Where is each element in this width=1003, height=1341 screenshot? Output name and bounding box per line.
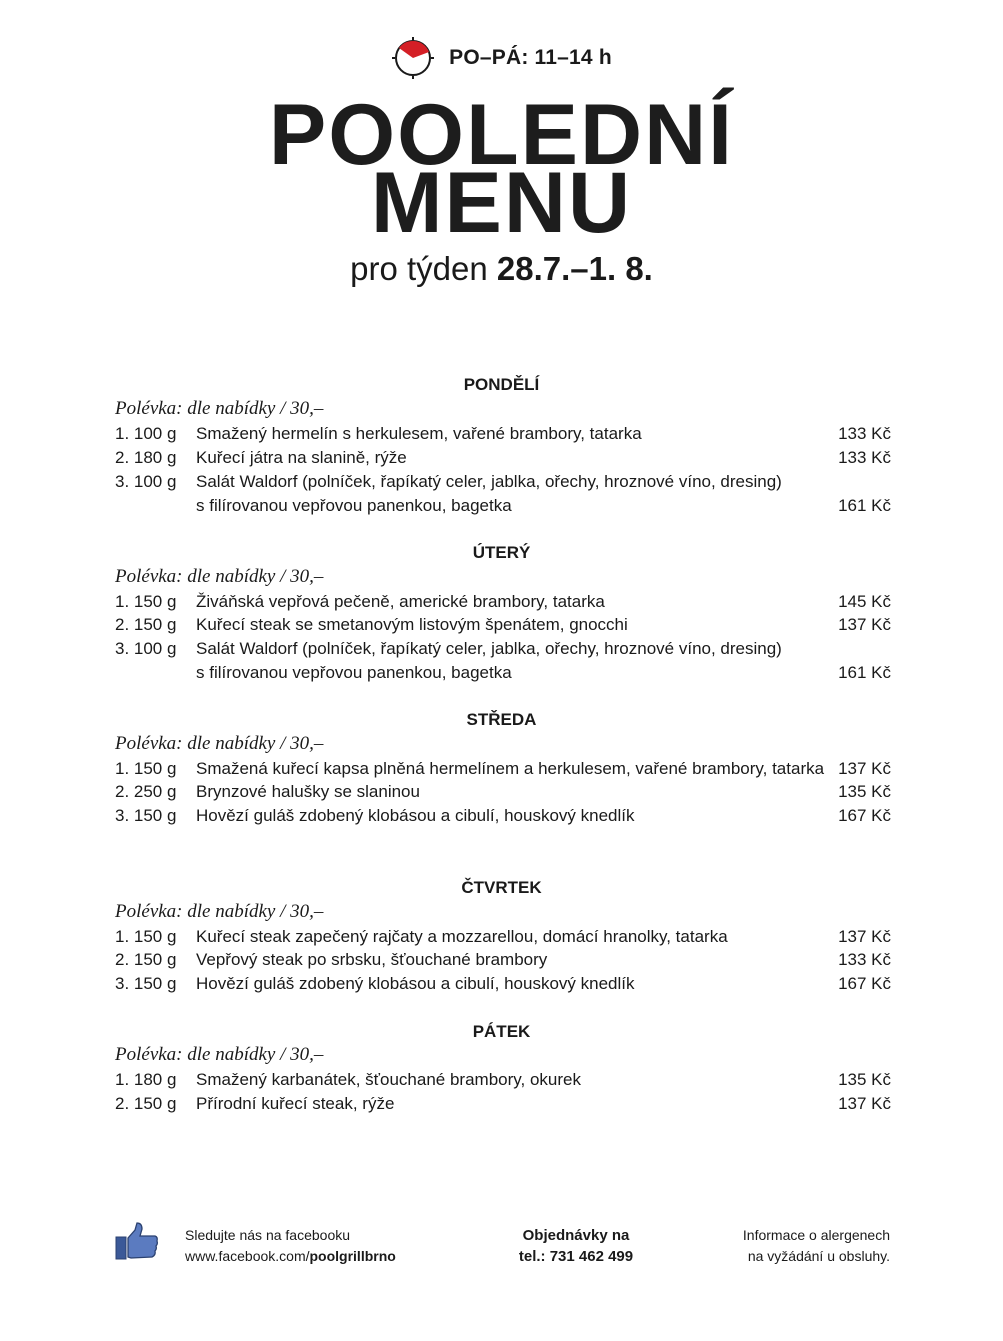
orders-phone[interactable]: tel.: 731 462 499 bbox=[518, 1248, 634, 1265]
item-description: Brynzové halušky se slaninou bbox=[196, 782, 420, 801]
menu-item bbox=[115, 950, 891, 974]
allergen-line2: na vyžádání u obsluhy. bbox=[747, 1248, 890, 1264]
item-number: 2. 150 g bbox=[115, 615, 177, 634]
item-price: 137 Kč bbox=[838, 1094, 891, 1113]
item-number: 3. 150 g bbox=[115, 974, 177, 993]
menu-item-continuation bbox=[115, 663, 891, 687]
item-number: 1. 150 g bbox=[115, 592, 177, 611]
item-price: 167 Kč bbox=[838, 806, 891, 825]
orders-info bbox=[476, 1225, 676, 1267]
item-description: Vepřový steak po srbsku, šťouchané brambory bbox=[196, 950, 548, 969]
item-description: Smažený hermelín s herkulesem, vařené brambory, tatarka bbox=[196, 424, 642, 443]
menu-item-continuation bbox=[115, 496, 891, 520]
week-prefix: pro týden bbox=[350, 250, 488, 287]
item-price: 167 Kč bbox=[838, 974, 891, 993]
item-price: 161 Kč bbox=[838, 496, 891, 515]
soup-line: Polévka: dle nabídky / 30,– bbox=[115, 566, 324, 587]
menu-item bbox=[115, 424, 891, 448]
item-number: 2. 150 g bbox=[115, 950, 177, 969]
item-price: 137 Kč bbox=[838, 759, 891, 778]
item-number: 1. 150 g bbox=[115, 927, 177, 946]
item-number: 3. 100 g bbox=[115, 472, 177, 491]
item-price: 137 Kč bbox=[838, 615, 891, 634]
item-description: Hovězí guláš zdobený klobásou a cibulí, houskový knedlík bbox=[196, 806, 635, 825]
item-number: 1. 180 g bbox=[115, 1070, 177, 1089]
menu-item bbox=[115, 1070, 891, 1094]
week-dates: 28.7.–1. 8. bbox=[496, 250, 653, 287]
item-description: Smažená kuřecí kapsa plněná hermelínem a herkulesem, vařené brambory, tatarka bbox=[196, 759, 825, 778]
item-price: 161 Kč bbox=[838, 663, 891, 682]
menu-title-line2: MENU bbox=[370, 155, 633, 251]
item-number: 3. 100 g bbox=[115, 639, 177, 658]
item-number: 3. 150 g bbox=[115, 806, 177, 825]
item-description-line2: s filírovanou vepřovou panenkou, bagetka bbox=[196, 496, 512, 515]
facebook-follow bbox=[185, 1225, 396, 1267]
follow-text: Sledujte nás na facebooku bbox=[185, 1227, 351, 1243]
menu-item bbox=[115, 615, 891, 639]
menu-item bbox=[115, 592, 891, 616]
item-description: Kuřecí steak se smetanovým listovým špenátem, gnocchi bbox=[196, 615, 628, 634]
soup-line: Polévka: dle nabídky / 30,– bbox=[115, 733, 324, 754]
item-price: 133 Kč bbox=[838, 950, 891, 969]
item-description: Živáňská vepřová pečeně, americké brambory, tatarka bbox=[196, 592, 605, 611]
facebook-link[interactable] bbox=[185, 1246, 396, 1267]
day-heading-tuesday: ÚTERÝ bbox=[472, 543, 531, 562]
item-description: Smažený karbanátek, šťouchané brambory, okurek bbox=[196, 1070, 581, 1089]
orders-label: Objednávky na bbox=[522, 1227, 630, 1244]
facebook-handle: poolgrillbrno bbox=[309, 1248, 396, 1264]
item-number: 2. 180 g bbox=[115, 448, 177, 467]
opening-hours bbox=[0, 36, 1003, 80]
item-price: 145 Kč bbox=[838, 592, 891, 611]
day-heading-thursday: ČTVRTEK bbox=[461, 878, 542, 897]
item-number: 1. 100 g bbox=[115, 424, 177, 443]
soup-line: Polévka: dle nabídky / 30,– bbox=[115, 398, 324, 419]
day-heading-friday: PÁTEK bbox=[472, 1022, 531, 1041]
week-range bbox=[0, 250, 1003, 288]
menu-item bbox=[115, 472, 891, 496]
item-description: Přírodní kuřecí steak, rýže bbox=[196, 1094, 395, 1113]
allergen-info bbox=[743, 1225, 890, 1267]
item-price: 133 Kč bbox=[838, 424, 891, 443]
menu-item bbox=[115, 806, 891, 830]
item-description-line2: s filírovanou vepřovou panenkou, bagetka bbox=[196, 663, 512, 682]
menu-item bbox=[115, 1094, 891, 1118]
menu-item bbox=[115, 974, 891, 998]
item-price: 135 Kč bbox=[838, 782, 891, 801]
item-description: Salát Waldorf (polníček, řapíkatý celer, jablka, ořechy, hroznové víno, dresing) bbox=[196, 639, 782, 658]
allergen-line1: Informace o alergenech bbox=[742, 1227, 890, 1243]
item-description: Kuřecí steak zapečený rajčaty a mozzarellou, domácí hranolky, tatarka bbox=[196, 927, 728, 946]
day-heading-wednesday: STŘEDA bbox=[466, 710, 537, 729]
item-description: Hovězí guláš zdobený klobásou a cibulí, houskový knedlík bbox=[196, 974, 635, 993]
day-heading-monday: PONDĚLÍ bbox=[463, 375, 540, 394]
item-description: Kuřecí játra na slanině, rýže bbox=[196, 448, 407, 467]
item-number: 2. 150 g bbox=[115, 1094, 177, 1113]
item-price: 133 Kč bbox=[838, 448, 891, 467]
item-number: 1. 150 g bbox=[115, 759, 177, 778]
menu-item bbox=[115, 448, 891, 472]
item-description: Salát Waldorf (polníček, řapíkatý celer, jablka, ořechy, hroznové víno, dresing) bbox=[196, 472, 782, 491]
menu-item bbox=[115, 639, 891, 663]
item-price: 135 Kč bbox=[838, 1070, 891, 1089]
menu-item bbox=[115, 927, 891, 951]
item-number: 2. 250 g bbox=[115, 782, 177, 801]
item-price: 137 Kč bbox=[838, 927, 891, 946]
menu-item bbox=[115, 782, 891, 806]
soup-line: Polévka: dle nabídky / 30,– bbox=[115, 901, 324, 922]
clock-icon bbox=[391, 36, 435, 80]
hours-text: PO–PÁ: 11–14 h bbox=[449, 46, 612, 69]
facebook-like-icon[interactable] bbox=[115, 1222, 159, 1260]
facebook-url-prefix: www.facebook.com/ bbox=[185, 1248, 310, 1264]
soup-line: Polévka: dle nabídky / 30,– bbox=[115, 1044, 324, 1065]
menu-item bbox=[115, 759, 891, 783]
menu-title-line1: POOLEDNÍ bbox=[268, 87, 735, 183]
